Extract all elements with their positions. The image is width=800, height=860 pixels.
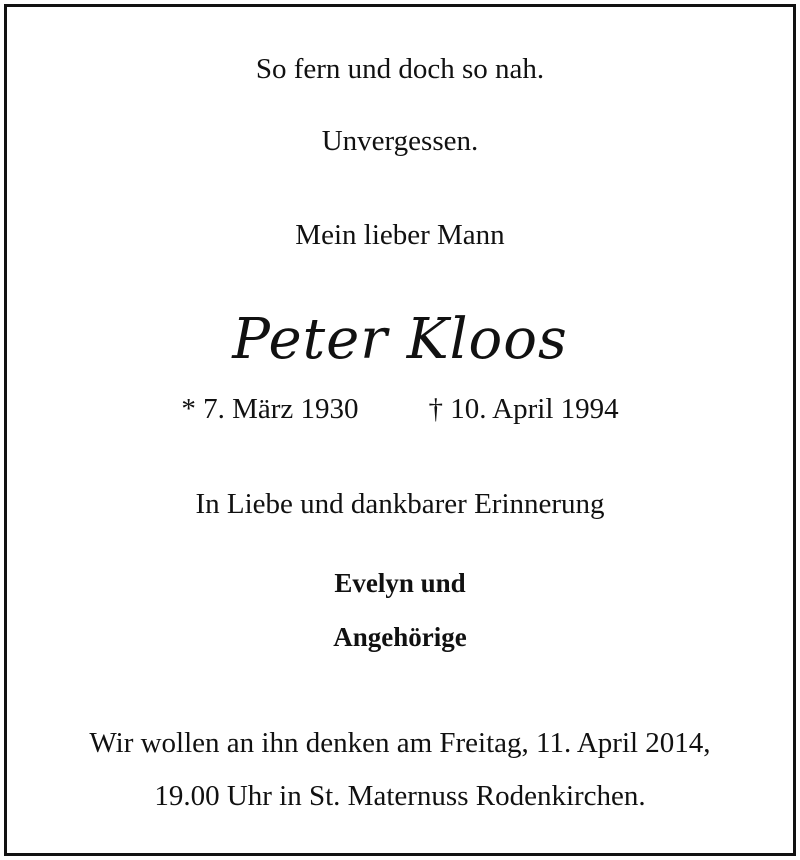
deceased-name: Peter Kloos	[232, 307, 568, 372]
motto-line-2: Unvergessen.	[321, 125, 479, 157]
death-date: † 10. April 1994	[428, 393, 619, 425]
mourner-line-2: Angehörige	[333, 622, 467, 652]
birth-date: * 7. März 1930	[181, 393, 359, 425]
intro-text: Mein lieber Mann	[295, 219, 505, 251]
service-line-2: 19.00 Uhr in St. Maternuss Rodenkirchen.	[154, 780, 646, 812]
service-line-1: Wir wollen an ihn denken am Freitag, 11. April 2014,	[89, 727, 711, 759]
mourner-line-1: Evelyn und	[334, 568, 466, 598]
life-dates	[0, 392, 800, 426]
motto-line-1: So fern und doch so nah.	[255, 53, 545, 85]
remembrance-text: In Liebe und dankbarer Erinnerung	[195, 488, 605, 520]
